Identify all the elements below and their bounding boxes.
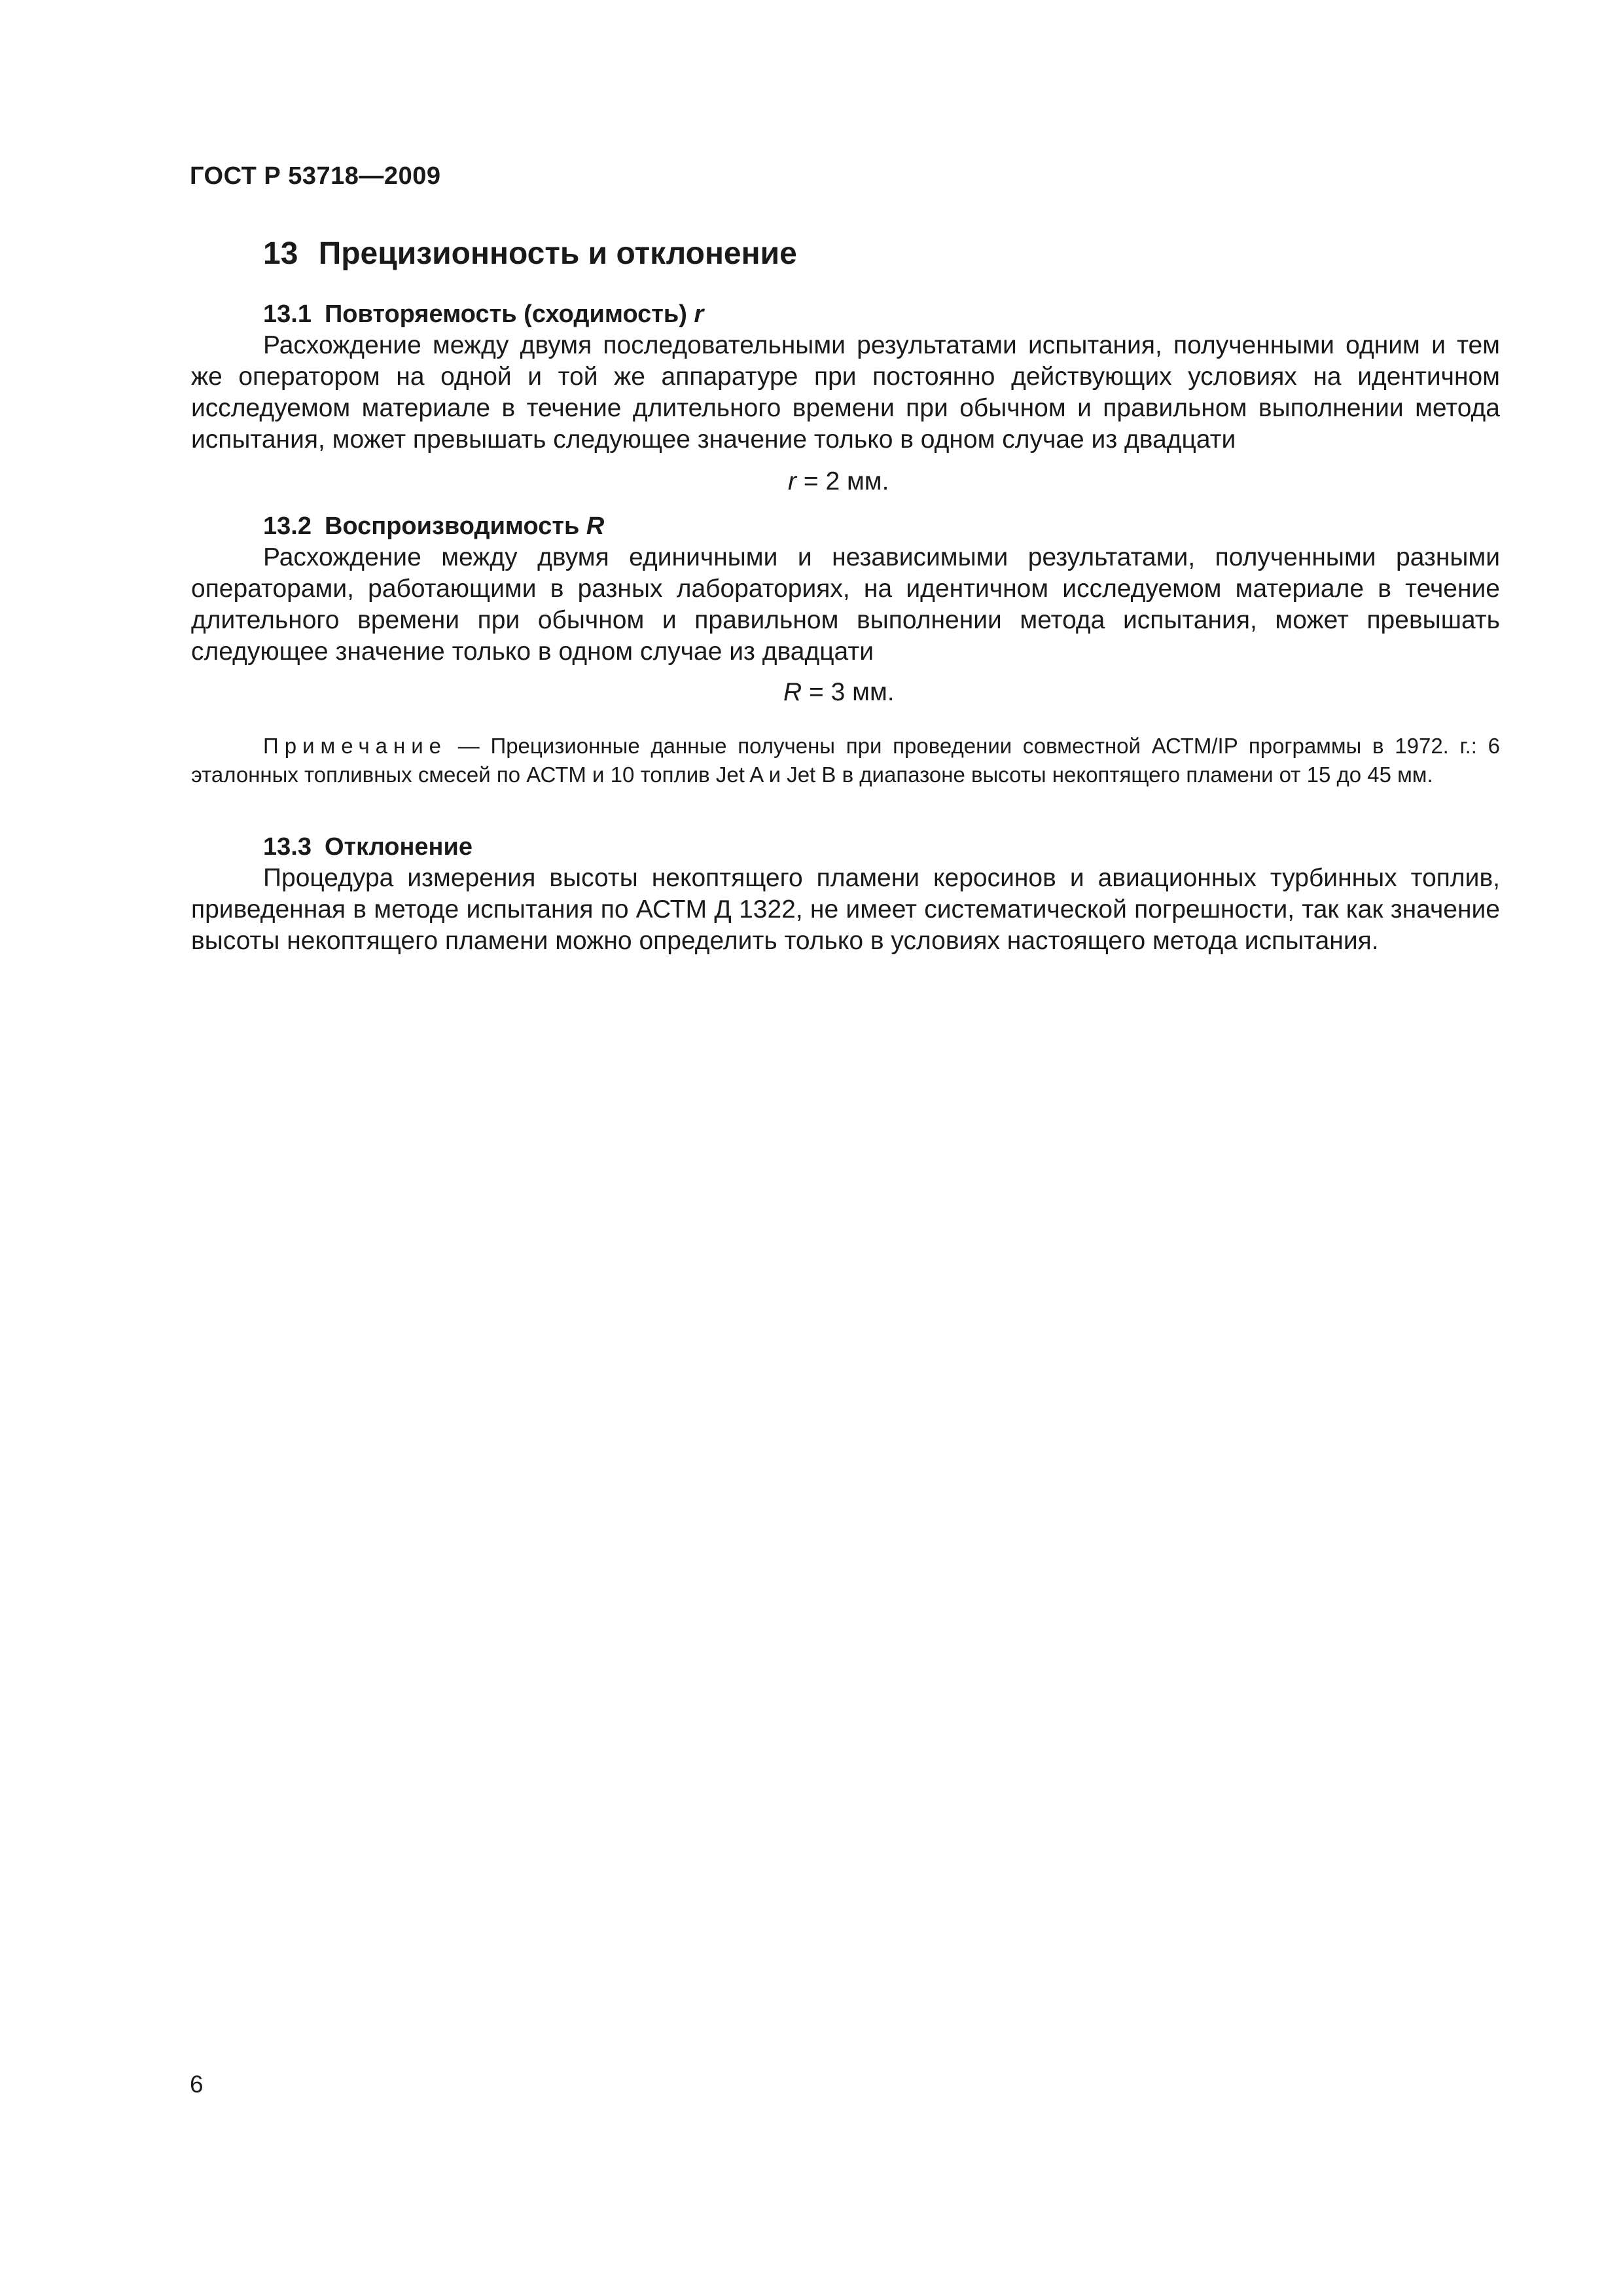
subsection-title-text: Воспроизводимость [324, 512, 580, 540]
document-code-header: ГОСТ Р 53718—2009 [190, 162, 441, 190]
formula-value: = 3 мм. [802, 678, 895, 706]
section-heading [263, 234, 797, 274]
subsection-number: 13.1 [263, 300, 312, 328]
subsection-title-text: Повторяемость (сходимость) [324, 300, 687, 328]
section-title-text: Прецизионность и отклонение [318, 236, 797, 271]
subsection-number: 13.2 [263, 512, 312, 540]
paragraph-reproducibility: Расхождение между двумя единичными и независимыми результатами, полученными разными операторами, работающими в разных лабораториях, на идентичном исследуемом материале в течение длительного времени при обычном и правильном выполнении метода испытания, может превышать следующее значение только в одном случае из двадцати [191, 543, 1500, 666]
page-number: 6 [190, 2071, 204, 2098]
formula-symbol: R [783, 678, 802, 706]
subsection-heading-reproducibility [263, 511, 604, 542]
subsection-symbol: r [694, 300, 704, 328]
note-paragraph [191, 732, 1500, 789]
formula-repeatability [788, 466, 889, 497]
subsection-symbol: R [586, 512, 605, 540]
formula-reproducibility [783, 677, 895, 708]
section-number: 13 [263, 236, 298, 271]
subsection-heading-repeatability [263, 298, 704, 330]
note-text: — Прецизионные данные получены при проведении совместной АСТМ/IP программы в 1972. г.: 6 эталонных топливных смесей по АСТМ и 10 топлив Jet A и Jet B в диапазоне высоты некоптящего пламени от 15 до 45 мм. [191, 734, 1500, 787]
paragraph-bias: Процедура измерения высоты некоптящего пламени керосинов и авиационных турбинных топлив, приведенная в методе испытания по АСТМ Д 1322, не имеет систематической погрешности, так как значение высоты некоптящего пламени можно определить только в условиях настоящего метода испытания. [191, 864, 1500, 955]
subsection-number: 13.3 [263, 833, 312, 861]
subsection-heading-bias [263, 831, 473, 863]
formula-value: = 2 мм. [796, 467, 889, 495]
subsection-title-text: Отклонение [324, 833, 473, 861]
formula-symbol: r [788, 467, 796, 495]
paragraph-repeatability: Расхождение между двумя последовательными результатами испытания, полученными одним и тем же оператором на одной и той же аппаратуре при постоянно действующих условиях на идентичном исследуемом материале в течение длительного времени при обычном и правильном выполнении метода испытания, может превышать следующее значение только в одном случае из двадцати [191, 331, 1500, 454]
note-label: Примечание [263, 734, 448, 758]
